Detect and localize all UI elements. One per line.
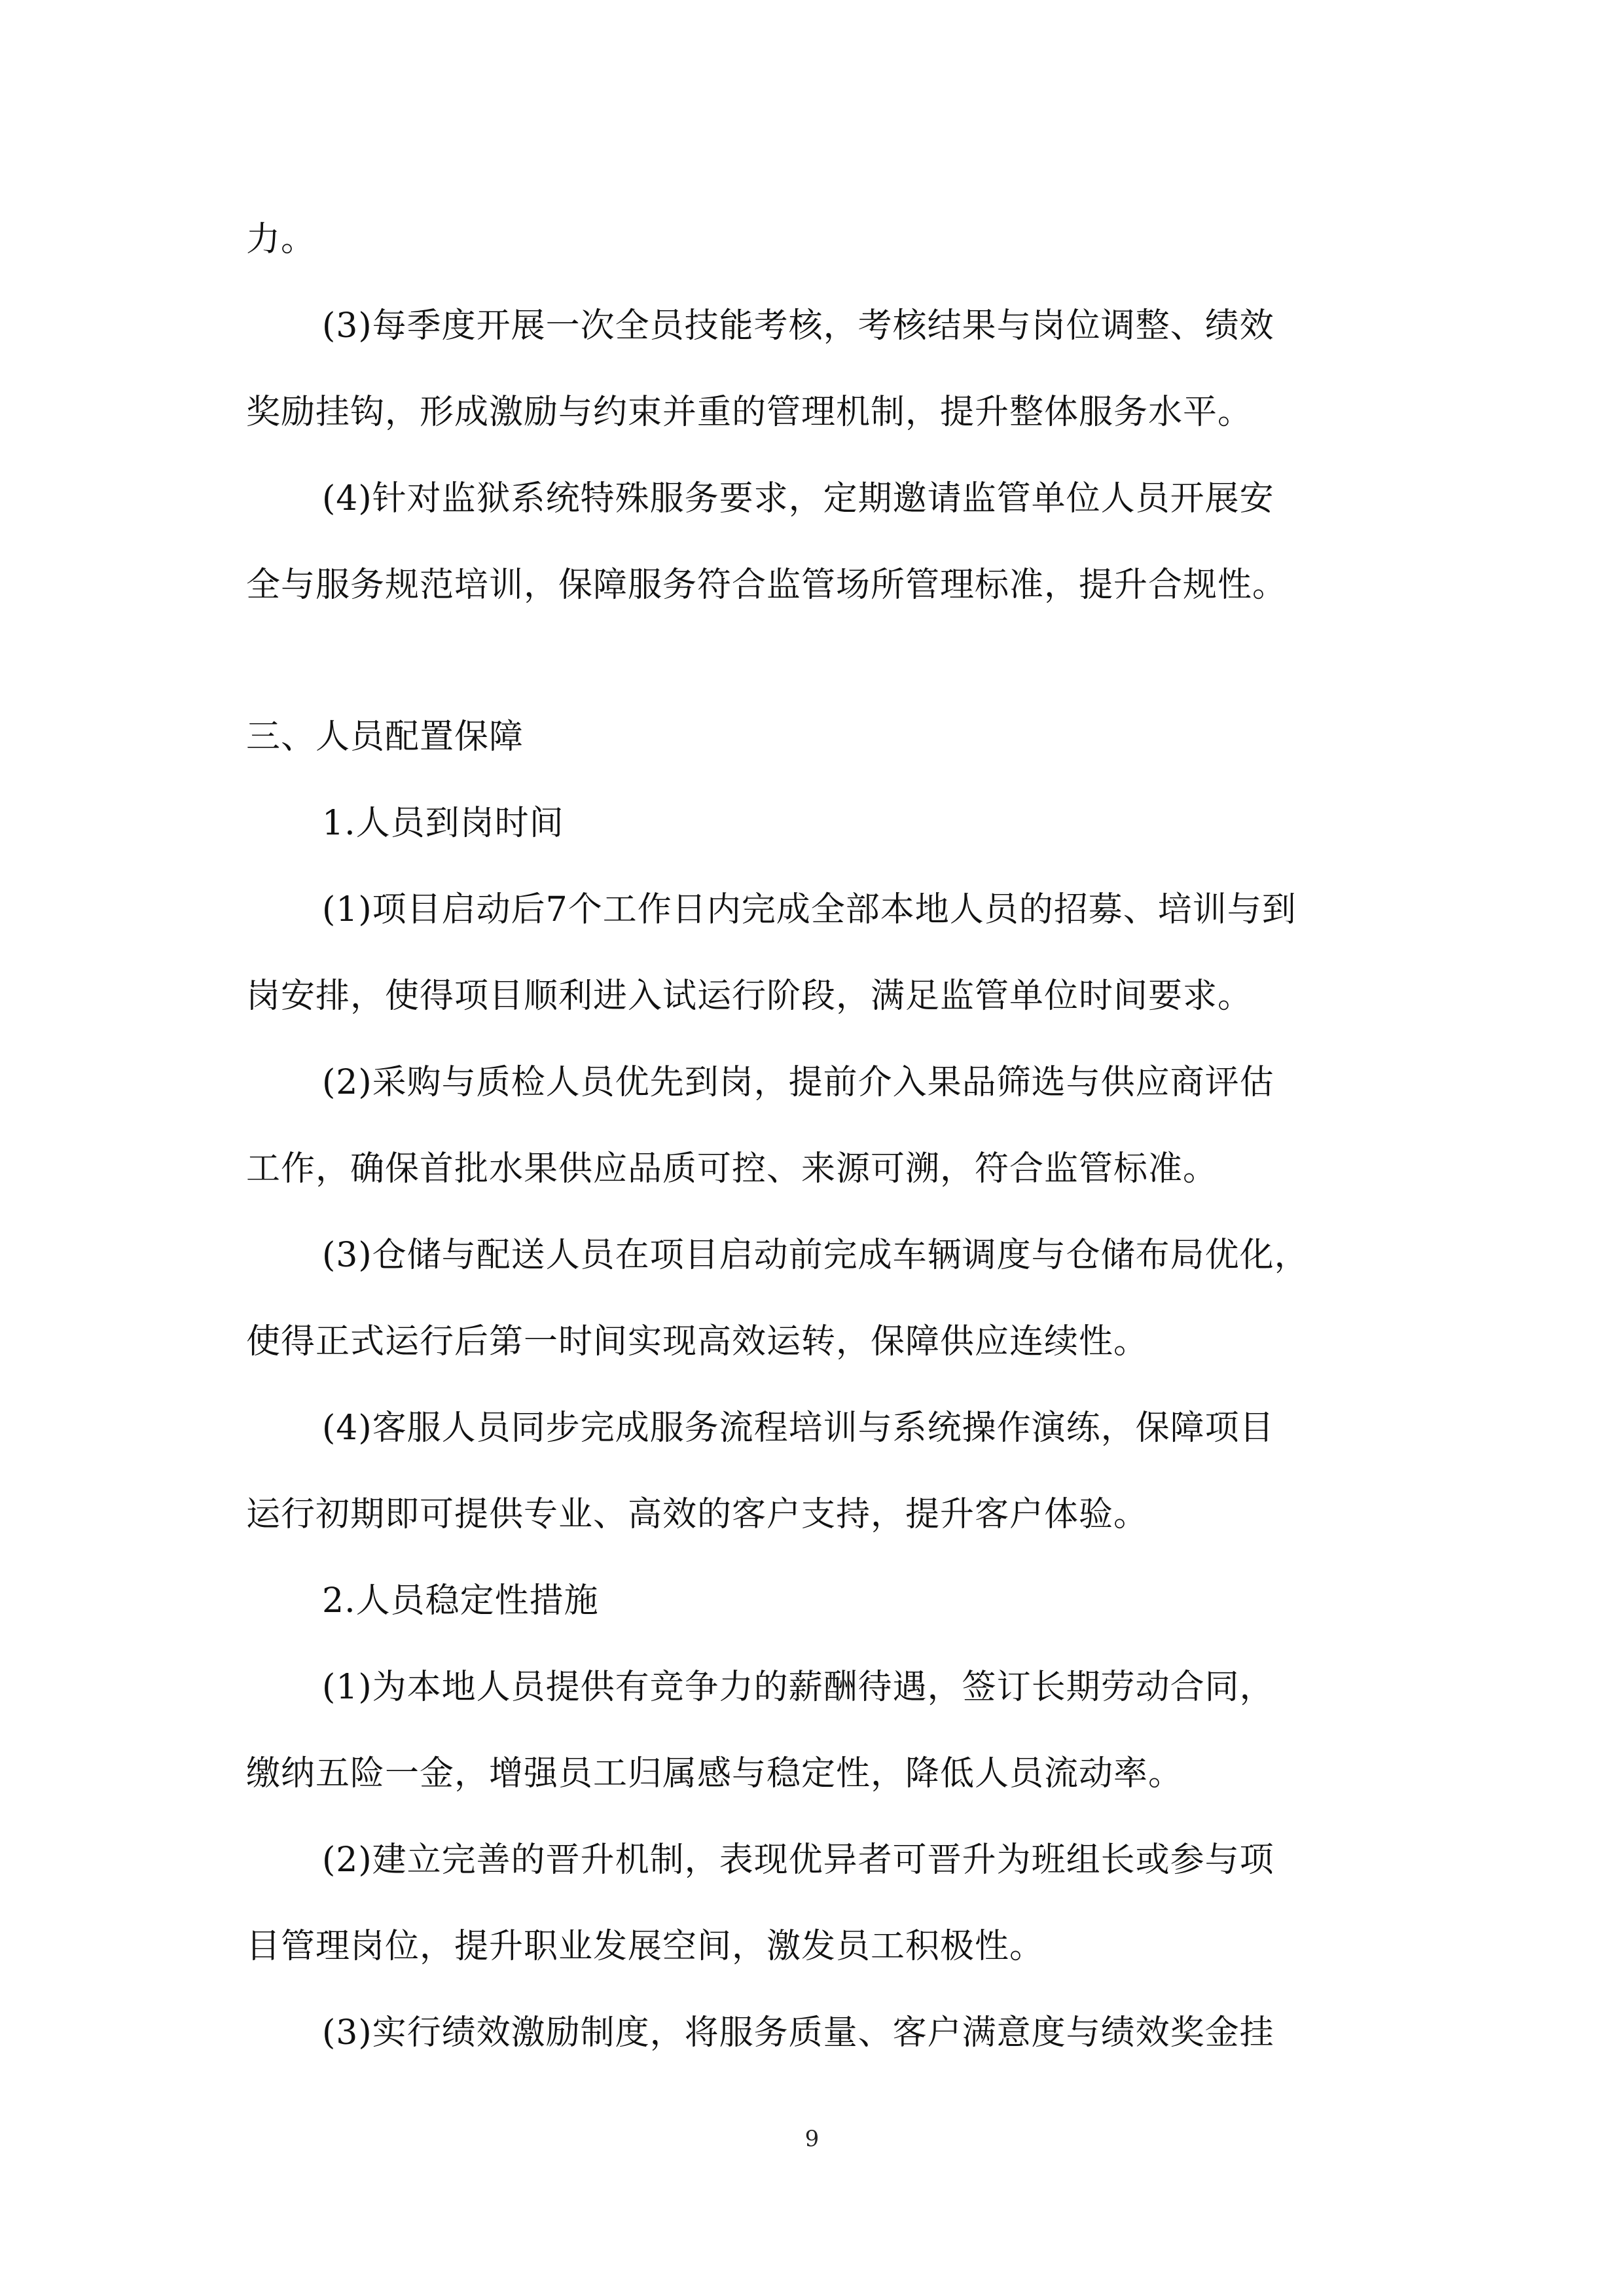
paragraph-line: (2)建立完善的晋升机制，表现优异者可晋升为班组长或参与项 xyxy=(322,1840,1274,1880)
paragraph-line: 目管理岗位，提升职业发展空间，激发员工积极性。 xyxy=(246,1927,1045,1966)
page-number: 9 xyxy=(804,2126,820,2152)
paragraph-line: (3)实行绩效激励制度，将服务质量、客户满意度与绩效奖金挂 xyxy=(322,2013,1274,2053)
paragraph-line: 工作，确保首批水果供应品质可控、来源可溯，符合监管标准。 xyxy=(246,1149,1218,1189)
paragraph-line: 运行初期即可提供专业、高效的客户支持，提升客户体验。 xyxy=(246,1495,1149,1534)
paragraph-line: (1)为本地人员提供有竞争力的薪酬待遇，签订长期劳动合同， xyxy=(322,1668,1274,1707)
paragraph-line: (4)客服人员同步完成服务流程培训与系统操作演练，保障项目 xyxy=(322,1408,1274,1448)
paragraph-line: (2)采购与质检人员优先到岗，提前介入果品筛选与供应商评估 xyxy=(322,1063,1274,1102)
paragraph-line: 缴纳五险一金，增强员工归属感与稳定性，降低人员流动率。 xyxy=(246,1754,1183,1793)
document-page xyxy=(246,196,1390,2076)
paragraph-line: 使得正式运行后第一时间实现高效运转，保障供应连续性。 xyxy=(246,1322,1149,1361)
section-gap xyxy=(246,628,1390,694)
paragraph-line: (3)每季度开展一次全员技能考核，考核结果与岗位调整、绩效 xyxy=(322,306,1274,346)
paragraph-line: (1)项目启动后7个工作日内完成全部本地人员的招募、培训与到 xyxy=(322,890,1297,929)
paragraph-line: 岗安排，使得项目顺利进入试运行阶段，满足监管单位时间要求。 xyxy=(246,977,1253,1016)
paragraph-line: (3)仓储与配送人员在项目启动前完成车辆调度与仓储布局优化， xyxy=(322,1236,1309,1275)
paragraph-line: 奖励挂钩，形成激励与约束并重的管理机制，提升整体服务水平。 xyxy=(246,393,1253,432)
paragraph-line: 力。 xyxy=(246,220,316,259)
section-heading: 三、人员配置保障 xyxy=(246,717,524,757)
paragraph-line: (4)针对监狱系统特殊服务要求，定期邀请监管单位人员开展安 xyxy=(322,479,1274,518)
subsection-heading: 2.人员稳定性措施 xyxy=(322,1581,599,1621)
subsection-heading: 1.人员到岗时间 xyxy=(322,804,564,843)
paragraph-line: 全与服务规范培训，保障服务符合监管场所管理标准，提升合规性。 xyxy=(246,565,1288,605)
